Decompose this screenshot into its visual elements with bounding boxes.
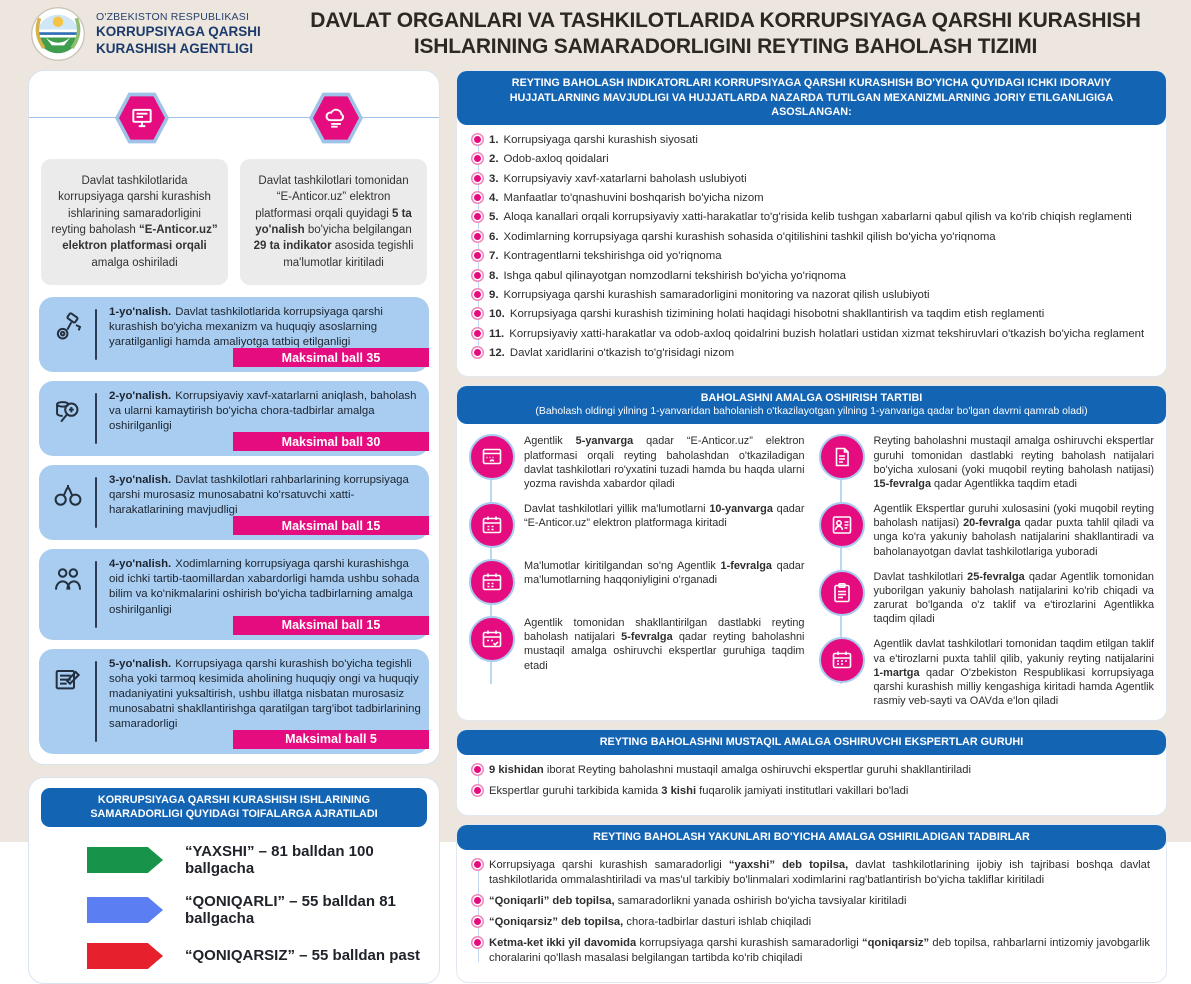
step-item: [469, 616, 805, 673]
bracket-line: [95, 661, 97, 742]
category-label: “QONIQARSIZ” – 55 balldan past: [185, 947, 421, 965]
direction-3: [39, 465, 429, 540]
indicator-item: [471, 191, 1150, 206]
direction-5: [39, 649, 429, 754]
indicator-text: Odob-axloq qoidalari: [503, 153, 609, 166]
indicator-number: 7.: [489, 250, 499, 263]
bullet-dot-icon: [474, 861, 481, 868]
indicator-text: Manfaatlar to'qnashuvini boshqarish bo'yicha nizom: [503, 191, 764, 204]
procedure-steps-right: [819, 434, 1155, 708]
step-text: Reyting baholashni mustaqil amalga oshiruvchi ekspertlar guruhi tomonidan dastlabki reyting baholash natijalari bo'yicha xulosani (yoki muqobil reyting baholash natijasi) 15-fevralga qadar Agentlikka taqdim etadi: [873, 435, 1154, 490]
handcuffs-icon: [47, 473, 89, 532]
indicator-number: 1.: [489, 133, 499, 146]
bullet-dot-icon: [474, 213, 481, 220]
calendar-icon: [469, 559, 515, 605]
people-icon: [47, 557, 89, 631]
max-score-badge: Maksimal ball 15: [233, 616, 429, 635]
bullet-dot-icon: [474, 349, 481, 356]
experts-text: 9 kishidan iborat Reyting baholashni mustaqil amalga oshiruvchi ekspertlar guruhi shakllantiriladi: [489, 763, 971, 776]
monitor-icon: [115, 91, 169, 145]
direction-title: 5-yo'nalish.: [109, 657, 172, 670]
categories-card: [28, 777, 440, 984]
bullet-dot-icon: [474, 291, 481, 298]
newspaper-pen-icon: [47, 657, 89, 746]
cloud-server-icon: [309, 91, 363, 145]
agency-name: [96, 11, 296, 58]
direction-body: Xodimlarning korrupsiyaga qarshi kurashishga oid ichki tartib-taomillardan xabardorligi hamda ushbu sohada bilim va ko'nikmalarini oshirish bo'yicha tadbirlarning amalga oshirilganligi: [109, 558, 420, 616]
bullet-dot-icon: [474, 918, 481, 925]
bullet-dot-icon: [474, 272, 481, 279]
green-arrow-icon: [87, 847, 163, 873]
max-score-badge: Maksimal ball 5: [233, 730, 429, 749]
max-score-badge: Maksimal ball 35: [233, 348, 429, 367]
page-title-line2: ISHLARINING SAMARADORLIGINI REYTING BAHOLASH TIZIMI: [413, 35, 1038, 58]
outcome-text: Ketma-ket ikki yil davomida korrupsiyaga qarshi kurashish samaradorligi “qoniqarsiz” deb topilsa, rahbarlarni intizomiy javobgarlik choralarini qo'llash masalasi belgilangan tartibda ko'rib chiqiladi: [489, 937, 1150, 965]
outcomes-card: [456, 824, 1167, 983]
category-satisfactory: [87, 893, 427, 927]
step-item: [819, 502, 1155, 559]
indicator-number: 11.: [489, 327, 505, 340]
step-item: [819, 434, 1155, 491]
browser-www-icon: [469, 434, 515, 480]
header: [0, 0, 1191, 68]
directions-list: [39, 297, 429, 754]
left-column: [28, 70, 440, 965]
bullet-dot-icon: [474, 766, 481, 773]
bullet-dot-icon: [474, 155, 481, 162]
outcome-item: [471, 936, 1150, 966]
procedure-header-subtitle: (Baholash oldingi yilning 1-yanvaridan baholanish o'tkazilayotgan yilning 1-yanvariga qadar bo'lgan davrni qamrab oladi): [535, 406, 1088, 418]
experts-header: REYTING BAHOLASHNI MUSTAQIL AMALGA OSHIRUVCHI EKSPERTLAR GURUHI: [457, 730, 1166, 755]
indicator-text: Davlat xaridlarini o'tkazish to'g'risidagi nizom: [509, 347, 735, 360]
step-item: [819, 570, 1155, 627]
categories-header: KORRUPSIYAGA QARSHI KURASHISH ISHLARINING SAMARADORLIGI QUYIDAGI TOIFALARGA AJRATILADI: [41, 788, 427, 827]
indicator-item: [471, 230, 1150, 245]
direction-title: 2-yo'nalish.: [109, 390, 172, 403]
outcome-text: Korrupsiyaga qarshi kurashish samaradorligi “yaxshi” deb topilsa, davlat tashkilotlarining ijobiy ish tajribasi boshqa davlat tashkilotlarida ommalashtiriladi va mas'ul tarkibiy bo'linmalari xodimlarini rag'batlantirish bo'yicha takliflar kiritiladi: [489, 858, 1150, 886]
indicator-item: [471, 269, 1150, 284]
indicator-number: 9.: [489, 289, 499, 302]
bracket-line: [95, 561, 97, 627]
indicator-text: Xodimlarning korrupsiyaga qarshi kurashish sohasida o'qitilishini tashkil qilish bo'yicha yo'riqnoma: [503, 230, 996, 243]
bracket-line: [95, 477, 97, 528]
step-text: Davlat tashkilotlari yillik ma'lumotlarni 10-yanvarga qadar “E-Anticor.uz” elektron platformaga kiritadi: [524, 503, 805, 530]
outcomes-list: [457, 850, 1166, 975]
org-country-line: O'ZBEKISTON RESPUBLIKASI: [96, 10, 250, 23]
procedure-header: [457, 386, 1166, 425]
step-text: Agentlik 5-yanvarga qadar “E-Anticor.uz” elektron platformasi orqali reyting baholashdan o'tkaziladigan davlat tashkilotlari ro'yxatini tuzadi hamda bu haqda ularni yozma ravishda xabardor qiladi: [524, 435, 805, 490]
calendar-check-icon: [469, 616, 515, 662]
gavel-icon: [47, 305, 89, 364]
indicator-item: [471, 249, 1150, 264]
max-score-badge: Maksimal ball 30: [233, 432, 429, 451]
indicator-item: [471, 152, 1150, 167]
bullet-dot-icon: [474, 233, 481, 240]
indicators-list: [457, 125, 1166, 368]
outcome-text: “Qoniqarli” deb topilsa, samaradorlikni yanada oshirish bo'yicha tavsiyalar kiritiladi: [489, 894, 907, 907]
bullet-dot-icon: [474, 194, 481, 201]
indicator-item: [471, 346, 1150, 361]
indicator-text: Ishga qabul qilinayotgan nomzodlarni tekshirish bo'yicha yo'riqnoma: [503, 269, 846, 282]
direction-body: Davlat tashkilotlarida korrupsiyaga qarshi kurashish bo'yicha mexanizm va huquqiy asoslarning yaratilganligi hamda amaliyotga tatbiq etilganligi: [109, 305, 383, 349]
indicator-item: [471, 307, 1150, 322]
indicator-text: Kontragentlarni tekshirishga oid yo'riqnoma: [503, 250, 722, 263]
direction-body: Davlat tashkilotlari rahbarlarining korrupsiyaga qarshi murosasiz munosabatni ko'rsatuvchi xatti-harakatlarining mavjudligi: [109, 474, 409, 517]
blue-arrow-icon: [87, 897, 163, 923]
indicator-number: 10.: [489, 308, 505, 321]
indicator-item: [471, 288, 1150, 303]
indicators-card: [456, 70, 1167, 377]
outcome-item: [471, 894, 1150, 909]
bullet-dot-icon: [474, 136, 481, 143]
experts-text: Ekspertlar guruhi tarkibida kamida 3 kishi fuqarolik jamiyati institutlari vakillari bo'ladi: [489, 784, 909, 797]
indicator-text: Korrupsiyaga qarshi kurashish tizimining holati haqidagi hisobotni shakllantirish va taqdim etish reglamenti: [509, 308, 1045, 321]
clipboard-icon: [819, 570, 865, 616]
bullet-dot-icon: [474, 310, 481, 317]
indicator-item: [471, 172, 1150, 187]
step-item: [469, 434, 805, 491]
hexagon-icons-row: [39, 71, 429, 153]
outcome-item: [471, 858, 1150, 888]
page-title: [296, 8, 1191, 61]
outcome-item: [471, 915, 1150, 930]
experts-item: [471, 763, 1150, 778]
experts-list: [457, 755, 1166, 807]
org-name-line2: KURASHISH AGENTLIGI: [96, 40, 254, 56]
document-pen-icon: [819, 434, 865, 480]
experts-card: [456, 729, 1167, 816]
red-arrow-icon: [87, 943, 163, 969]
indicator-number: 8.: [489, 269, 499, 282]
org-name-line1: KORRUPSIYAGA QARSHI: [96, 23, 261, 39]
indicator-item: [471, 133, 1150, 148]
category-label: “QONIQARLI” – 55 balldan 81 ballgacha: [185, 892, 396, 927]
step-text: Agentlik tomonidan shakllantirilgan dastlabki reyting baholash natijalari 5-fevralga qadar reyting baholashni mustaqil amalga oshiruvchi ekspertlar guruhiga taqdim etadi: [524, 617, 805, 672]
bullet-dot-icon: [474, 252, 481, 259]
content: [28, 70, 1167, 965]
indicator-item: [471, 327, 1150, 342]
intro-box-indicators: Davlat tashkilotlari tomonidan “E-Anticor.uz” elektron platformasi orqali quyidagi 5 ta yo'nalish bo'yicha belgilangan 29 ta indikator asosida tegishli ma'lumotlar kiritiladi: [240, 159, 427, 285]
bullet-dot-icon: [474, 787, 481, 794]
step-text: Davlat tashkilotlari 25-fevralga qadar Agentlik tomonidan yuborilgan yakuniy baholash natijalarini ko'rib chiqadi va zarurat bo'lganda o'z taklif va e'tirozlarini Agentlikka taqdim qiladi: [873, 570, 1154, 626]
intro-box-platform: Davlat tashkilotlarida korrupsiyaga qarshi kurashish ishlarining samaradorligini reyting baholash “E-Anticor.uz” elektron platformasi orqali amalga oshiriladi: [41, 159, 228, 285]
procedure-card: [456, 385, 1167, 722]
indicator-number: 5.: [489, 211, 499, 224]
indicator-item: [471, 210, 1150, 225]
category-good: [87, 843, 427, 877]
step-text: Agentlik davlat tashkilotlari tomonidan taqdim etilgan taklif va e'tirozlarni puxta tahlil qilib, yakuniy reyting natijalarini 1-martga qadar O'zbekiston Respublikasi korrupsiyaga qarshi kurashish milliy kengashiga kiritadi hamda Agentlik rasmiy veb-sayti va OAVda e'lon qiladi: [873, 638, 1154, 708]
indicators-header: REYTING BAHOLASH INDIKATORLARI KORRUPSIYAGA QARSHI KURASHISH BO'YICHA QUYIDAGI ICHKI IDORAVIY HUJJATLARNING MAVJUDLIGI VA HUJJATLARDA NAZARDA TUTILGAN MEXANIZMLARNING JORIY ETILGANLIGIGA ASOSLANGAN:: [457, 71, 1166, 125]
bullet-dot-icon: [474, 897, 481, 904]
outcome-text: “Qoniqarsiz” deb topilsa, chora-tadbirlar dasturi ishlab chiqiladi: [489, 915, 812, 928]
direction-title: 4-yo'nalish.: [109, 558, 172, 571]
step-item: [469, 559, 805, 605]
direction-body: Korrupsiyaga qarshi kurashish bo'yicha tegishli soha yoki tarmoq kesimida aholining huquqiy ongi va huquqiy madaniyatini yuksaltirish, ushbu illatga nisbatan murosasiz munosabatni shakllantirishga qaratilgan targ'ibot tadbirlarining samaradorligi: [109, 657, 421, 730]
step-text: Ma'lumotlar kiritilgandan so'ng Agentlik 1-fevralga qadar ma'lumotlarning haqqoniyligini o'rganadi: [524, 560, 805, 587]
indicator-text: Korrupsiyaga qarshi kurashish samaradorligini monitoring va nazorat qilish uslubiyoti: [503, 289, 930, 302]
indicator-number: 4.: [489, 191, 499, 204]
calendar-icon: [469, 502, 515, 548]
procedure-header-title: BAHOLASHNI AMALGA OSHIRISH TARTIBI: [700, 391, 923, 404]
uzbekistan-emblem-logo: [30, 6, 86, 62]
direction-body: Korrupsiyaviy xavf-xatarlarni aniqlash, baholash va ularni kamaytirish bo'yicha chora-tadbirlar amalga oshirilganligi: [109, 390, 417, 433]
indicator-number: 12.: [489, 347, 505, 360]
direction-title: 1-yo'nalish.: [109, 305, 172, 318]
page-title-line1: DAVLAT ORGANLARI VA TASHKILOTLARIDA KORRUPSIYAGA QARSHI KURASHISH: [310, 8, 1141, 32]
bracket-line: [95, 393, 97, 444]
bullet-dot-icon: [474, 939, 481, 946]
indicator-text: Korrupsiyaviy xatti-harakatlar va odob-axloq qoidalrini buzish holatlari ustidan xizmat tekshiruvlari o'tkazish bo'yicha reglament: [509, 327, 1145, 340]
magnifier-coins-icon: [47, 389, 89, 448]
category-unsatisfactory: [87, 943, 427, 969]
bracket-line: [95, 309, 97, 360]
direction-2: [39, 381, 429, 456]
indicator-text: Korrupsiyaga qarshi kurashish siyosati: [503, 133, 698, 146]
step-item: [469, 502, 805, 548]
outcomes-header: REYTING BAHOLASH YAKUNLARI BO'YICHA AMALGA OSHIRILADIGAN TADBIRLAR: [457, 825, 1166, 850]
indicator-number: 2.: [489, 153, 499, 166]
platform-overview-card: [28, 70, 440, 765]
bullet-dot-icon: [474, 175, 481, 182]
direction-4: [39, 549, 429, 639]
step-item: [819, 637, 1155, 708]
indicator-number: 3.: [489, 172, 499, 185]
step-text: Agentlik Ekspertlar guruhi xulosasini (yoki muqobil reyting baholash natijasi) 20-fevralga qadar puxta tahlil qiladi va unga ko'ra yakuniy baholash natijalarini shakllantiradi va baholanayotgan davlat tashkilotlariga yuboradi: [873, 503, 1154, 558]
experts-item: [471, 784, 1150, 799]
procedure-steps-left: [469, 434, 805, 708]
max-score-badge: Maksimal ball 15: [233, 516, 429, 535]
indicator-number: 6.: [489, 230, 499, 243]
direction-1: [39, 297, 429, 372]
indicator-text: Korrupsiyaviy xavf-xatarlarni baholash uslubiyoti: [503, 172, 747, 185]
intro-boxes: [39, 153, 429, 285]
person-report-icon: [819, 502, 865, 548]
category-label: “YAXSHI” – 81 balldan 100 ballgacha: [185, 842, 374, 877]
procedure-steps: [457, 424, 1166, 712]
calendar-grid-icon: [819, 637, 865, 683]
indicator-text: Aloqa kanallari orqali korrupsiyaviy xatti-harakatlar to'g'risida kelib tushgan xabarlarni qabul qilish va ko'rib chiqish reglamenti: [503, 211, 1132, 224]
divider-line: [29, 117, 439, 118]
right-column: [456, 70, 1167, 965]
bullet-dot-icon: [474, 330, 481, 337]
direction-title: 3-yo'nalish.: [109, 474, 172, 487]
